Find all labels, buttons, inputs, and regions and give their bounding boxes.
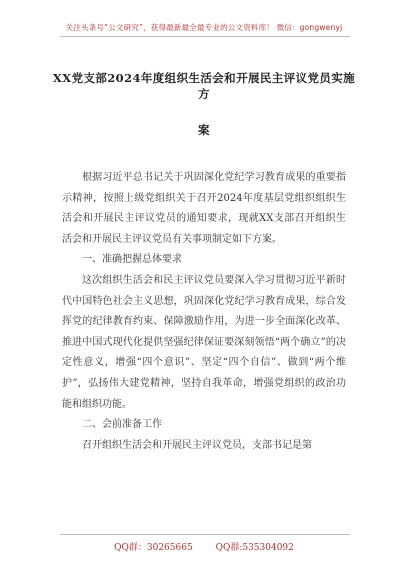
footer-qq-group-1: QQ群：30265665 (114, 543, 193, 553)
section-heading-1: 一、准确把握总体要求 (82, 254, 182, 266)
document-title-line-2: 案 (198, 123, 210, 137)
header-banner: 关注头条号“公文研究”，获得最新最全最专业的公文资料库！ 微信：gongwenyj (65, 23, 343, 32)
paragraph-intro: 根据习近平总书记关于巩固深化党纪学习教育成果的重要指示精神，按照上级党组织关于召开2024年度基层党组织组织生活会和开展民主评议党员的通知要求，现就XX支部召开组织生活会和开展民主评议党员有关事项制定如下方案。 (62, 172, 346, 245)
paragraph-requirements: 这次组织生活会和民主评议党员要深入学习贯彻习近平新时代中国特色社会主义思想，巩固深化党纪学习教育成果，综合发挥党的纪律教育约束、保障激励作用，为进一步全面深化改革、推进中国式现代化提供坚强纪律保证要深刻领悟“两个确立”的决定性意义，增强“四个意识”、坚定“四个自信”、做到“两个维护”，弘扬伟大建党精神，坚持自我革命，增强党组织的政治功能和组织功能。 (62, 274, 346, 410)
paragraph-preparation: 召开组织生活会和开展民主评议党员，支部书记是第 (82, 439, 312, 451)
document-body (62, 168, 346, 456)
document-title-line-1: XX党支部2024年度组织生活会和开展民主评议党员实施方 (52, 71, 356, 101)
footer-divider (60, 534, 350, 535)
header-divider (60, 36, 350, 37)
section-heading-2: 二、会前准备工作 (82, 419, 162, 431)
footer (0, 540, 408, 553)
footer-qq-group-2: QQ群:535304092 (215, 543, 294, 553)
